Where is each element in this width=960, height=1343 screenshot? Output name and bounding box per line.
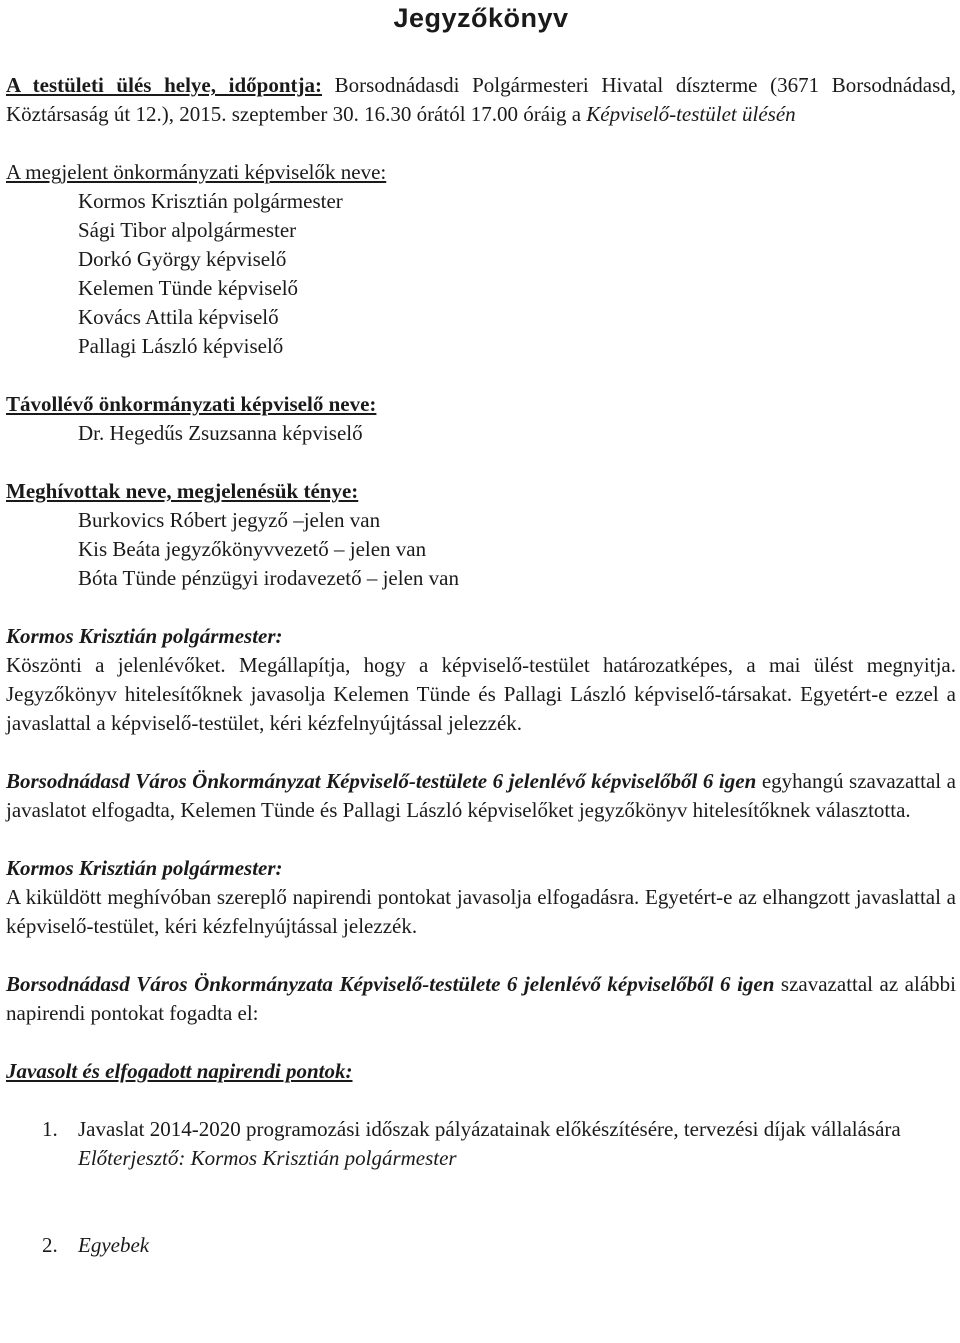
venue-tail: Képviselő-testület ülésén xyxy=(586,102,796,126)
present-member: Dorkó György képviselő xyxy=(78,247,287,271)
agenda-item-text: Javaslat 2014-2020 programozási időszak pályázatainak előkészítésére, tervezési díjak vállalására xyxy=(78,1117,901,1141)
absent-section xyxy=(6,390,956,448)
present-member: Kelemen Tünde képviselő xyxy=(78,276,299,300)
invited-member: Kis Beáta jegyzőkönyvvezető – jelen van xyxy=(78,537,427,561)
present-member: Sági Tibor alpolgármester xyxy=(78,218,297,242)
venue-paragraph xyxy=(6,71,956,129)
invited-member: Burkovics Róbert jegyző –jelen van xyxy=(78,508,381,532)
document-page xyxy=(6,0,956,1260)
decision-text: szavazattal az alábbi napirendi pontokat fogadta el: xyxy=(6,972,956,1025)
document-title: Jegyzőkönyv xyxy=(393,3,569,33)
absent-heading: Távollévő önkormányzati képviselő neve: xyxy=(6,392,377,416)
present-member: Pallagi László képviselő xyxy=(78,334,284,358)
absent-member: Dr. Hegedűs Zsuzsanna képviselő xyxy=(78,421,363,445)
agenda-item xyxy=(6,1231,956,1260)
decision-bold: Borsodnádasd Város Önkormányzat Képviselő-testülete 6 jelenlévő képviselőből 6 igen xyxy=(6,769,757,793)
venue-text: Borsodnádasdi Polgármesteri Hivatal díszterme (3671 Borsodnádasd, Köztársaság út 12.), 2015. szeptember 30. 16.30 órától 17.00 óráig a xyxy=(6,73,956,126)
speaker-name: Kormos Krisztián polgármester: xyxy=(6,856,283,880)
present-section xyxy=(6,158,956,361)
invited-section xyxy=(6,477,956,593)
speaker-name: Kormos Krisztián polgármester: xyxy=(6,624,283,648)
decision-text: egyhangú szavazattal a javaslatot elfogadta, Kelemen Tünde és Pallagi László képviselőket jegyzőkönyv hitelesítőknek választotta. xyxy=(6,769,956,822)
present-heading: A megjelent önkormányzati képviselők neve: xyxy=(6,160,387,184)
invited-member: Bóta Tünde pénzügyi irodavezető – jelen van xyxy=(78,566,459,590)
agenda-item-number: 2. xyxy=(42,1233,58,1257)
decision-paragraph-1 xyxy=(6,767,956,825)
present-member: Kormos Krisztián polgármester xyxy=(78,189,343,213)
invited-heading: Meghívottak neve, megjelenésük ténye: xyxy=(6,479,359,503)
agenda-item-number: 1. xyxy=(42,1117,58,1141)
decision-bold: Borsodnádasd Város Önkormányzata Képviselő-testülete 6 jelenlévő képviselőből 6 igen xyxy=(6,972,775,996)
agenda-item-text: Egyebek xyxy=(78,1233,150,1257)
agenda-item-presenter: Előterjesztő: Kormos Krisztián polgármester xyxy=(78,1146,457,1170)
speech-section-2 xyxy=(6,854,956,941)
agenda-item xyxy=(6,1115,956,1173)
decision-paragraph-2 xyxy=(6,970,956,1028)
agenda-heading: Javasolt és elfogadott napirendi pontok: xyxy=(6,1059,353,1083)
present-member: Kovács Attila képviselő xyxy=(78,305,279,329)
speech-text: A kiküldött meghívóban szereplő napirendi pontokat javasolja elfogadásra. Egyetért-e az elhangzott javaslattal a képviselő-testület, kéri kézfelnyújtással jelezzék. xyxy=(6,885,956,938)
speech-text: Köszönti a jelenlévőket. Megállapítja, hogy a képviselő-testület határozatképes, a mai ülést megnyitja. Jegyzőkönyv hitelesítőknek javasolja Kelemen Tünde és Pallagi László képviselő-társakat. Egyetért-e ezzel a javaslattal a képviselő-testület, kéri kézfelnyújtással jelezzék. xyxy=(6,653,956,735)
speech-section-1 xyxy=(6,622,956,738)
agenda-section xyxy=(6,1057,956,1260)
venue-label: A testületi ülés helye, időpontja: xyxy=(6,73,322,97)
